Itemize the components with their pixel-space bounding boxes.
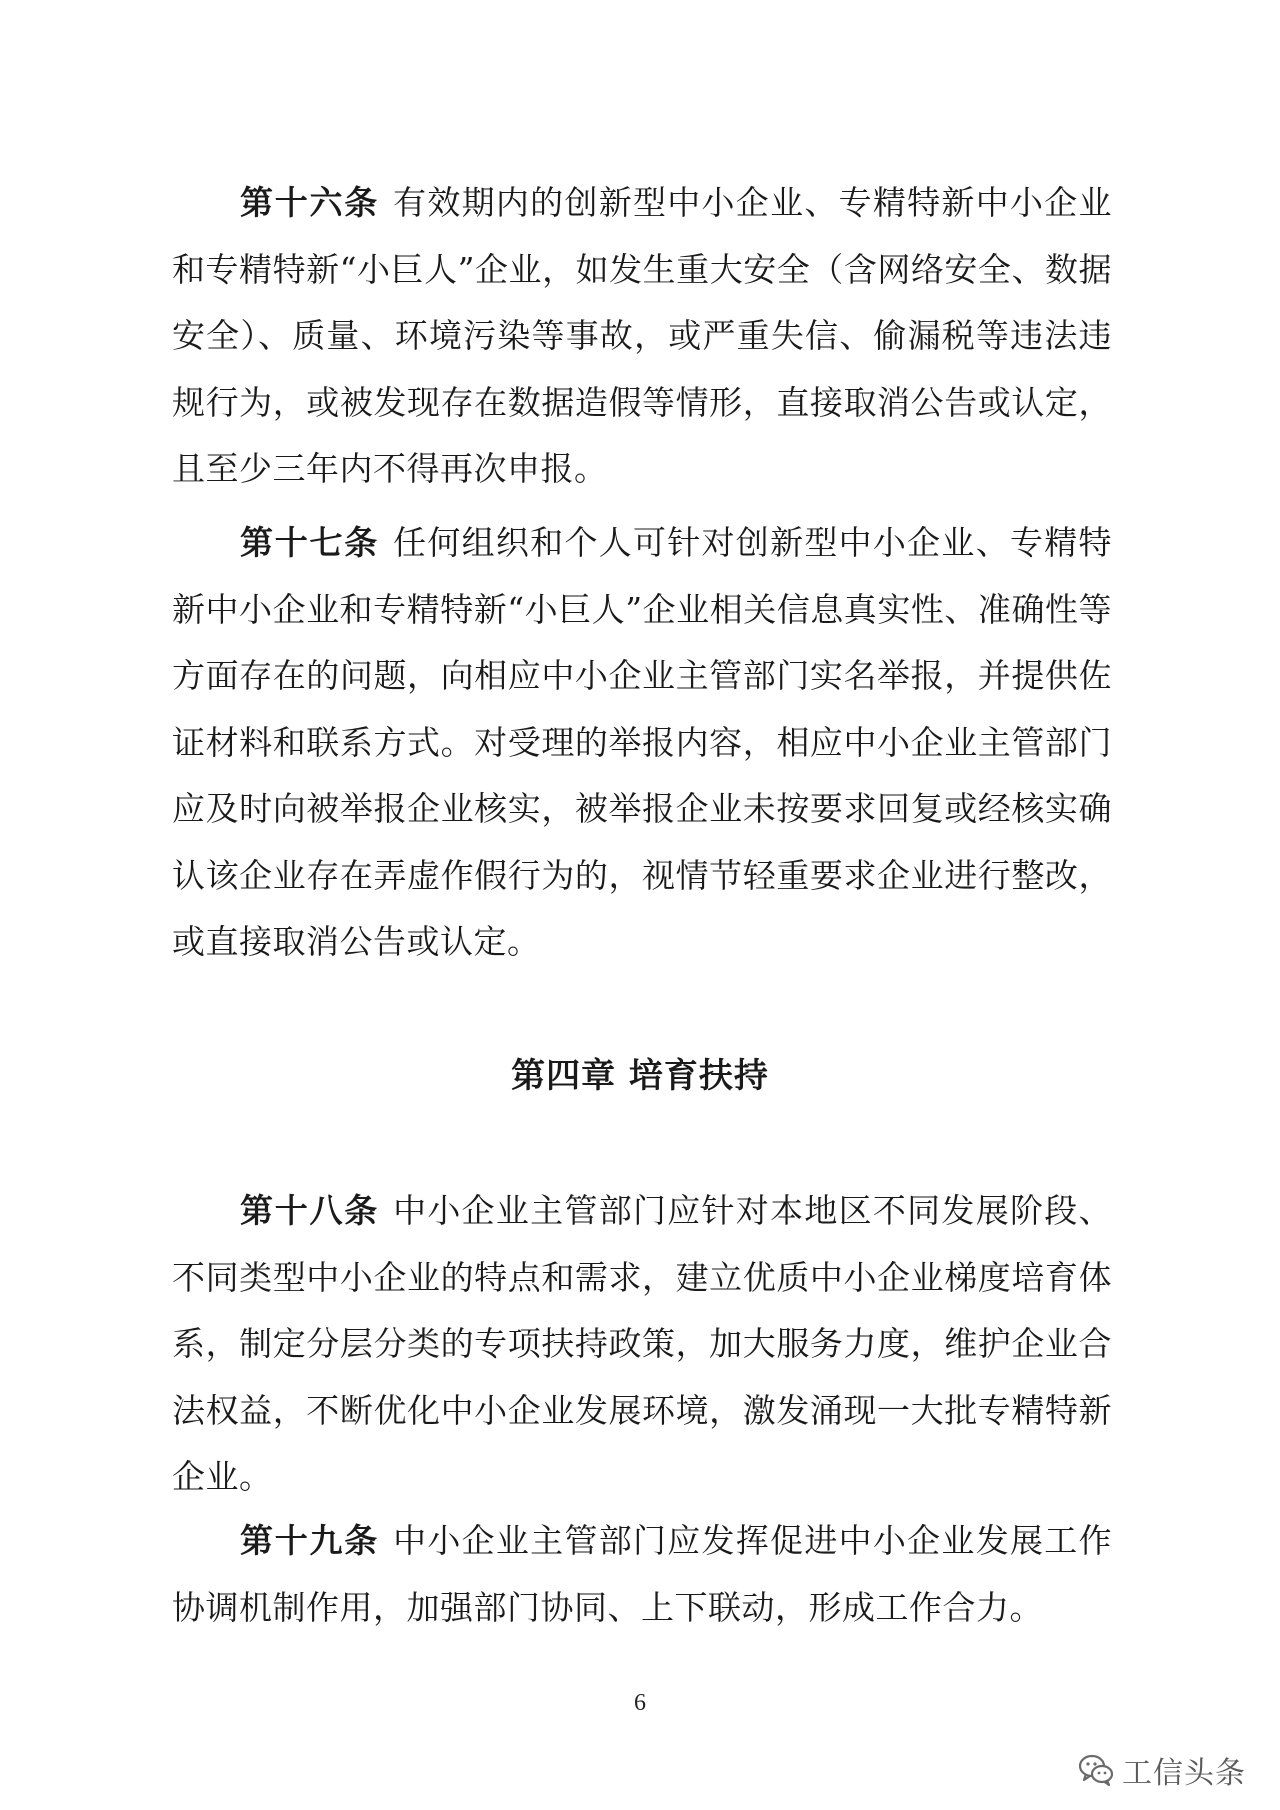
article-body: 有效期内的创新型中小企业、专精特新中小企业和专精特新“小巨人”企业，如发生重大安全（含网络安全、数据安全）、质量、环境污染等事故，或严重失信、偷漏税等违法违规行为，或被发现存在数据造假等情形，直接取消公告或认定，且至少三年内不得再次申报。 <box>172 183 1113 488</box>
chapter-heading: 第四章 培育扶持 <box>511 1056 769 1096</box>
wechat-icon <box>1078 1753 1114 1787</box>
article-body: 中小企业主管部门应发挥促进中小企业发展工作协调机制作用，加强部门协同、上下联动，形成工作合力。 <box>172 1521 1113 1627</box>
watermark <box>1078 1748 1246 1792</box>
article-title: 第十六条 <box>240 183 380 222</box>
article-title: 第十七条 <box>240 523 380 562</box>
article-body: 任何组织和个人可针对创新型中小企业、专精特新中小企业和专精特新“小巨人”企业相关信息真实性、准确性等方面存在的问题，向相应中小企业主管部门实名举报，并提供佐证材料和联系方式。对受理的举报内容，相应中小企业主管部门应及时向被举报企业核实，被举报企业未按要求回复或经核实确认该企业存在弄虚作假行为的，视情节轻重要求企业进行整改，或直接取消公告或认定。 <box>172 523 1113 961</box>
article-16 <box>172 170 1112 503</box>
article-19 <box>172 1508 1112 1641</box>
article-title: 第十八条 <box>240 1191 380 1230</box>
article-body: 中小企业主管部门应针对本地区不同发展阶段、不同类型中小企业的特点和需求，建立优质中小企业梯度培育体系，制定分层分类的专项扶持政策，加大服务力度，维护企业合法权益，不断优化中小企业发展环境，激发涌现一大批专精特新企业。 <box>172 1191 1113 1496</box>
article-17 <box>172 510 1112 976</box>
article-title: 第十九条 <box>240 1521 380 1560</box>
article-18 <box>172 1178 1112 1511</box>
page-number: 6 <box>634 1690 646 1716</box>
watermark-text: 工信头条 <box>1122 1756 1246 1791</box>
